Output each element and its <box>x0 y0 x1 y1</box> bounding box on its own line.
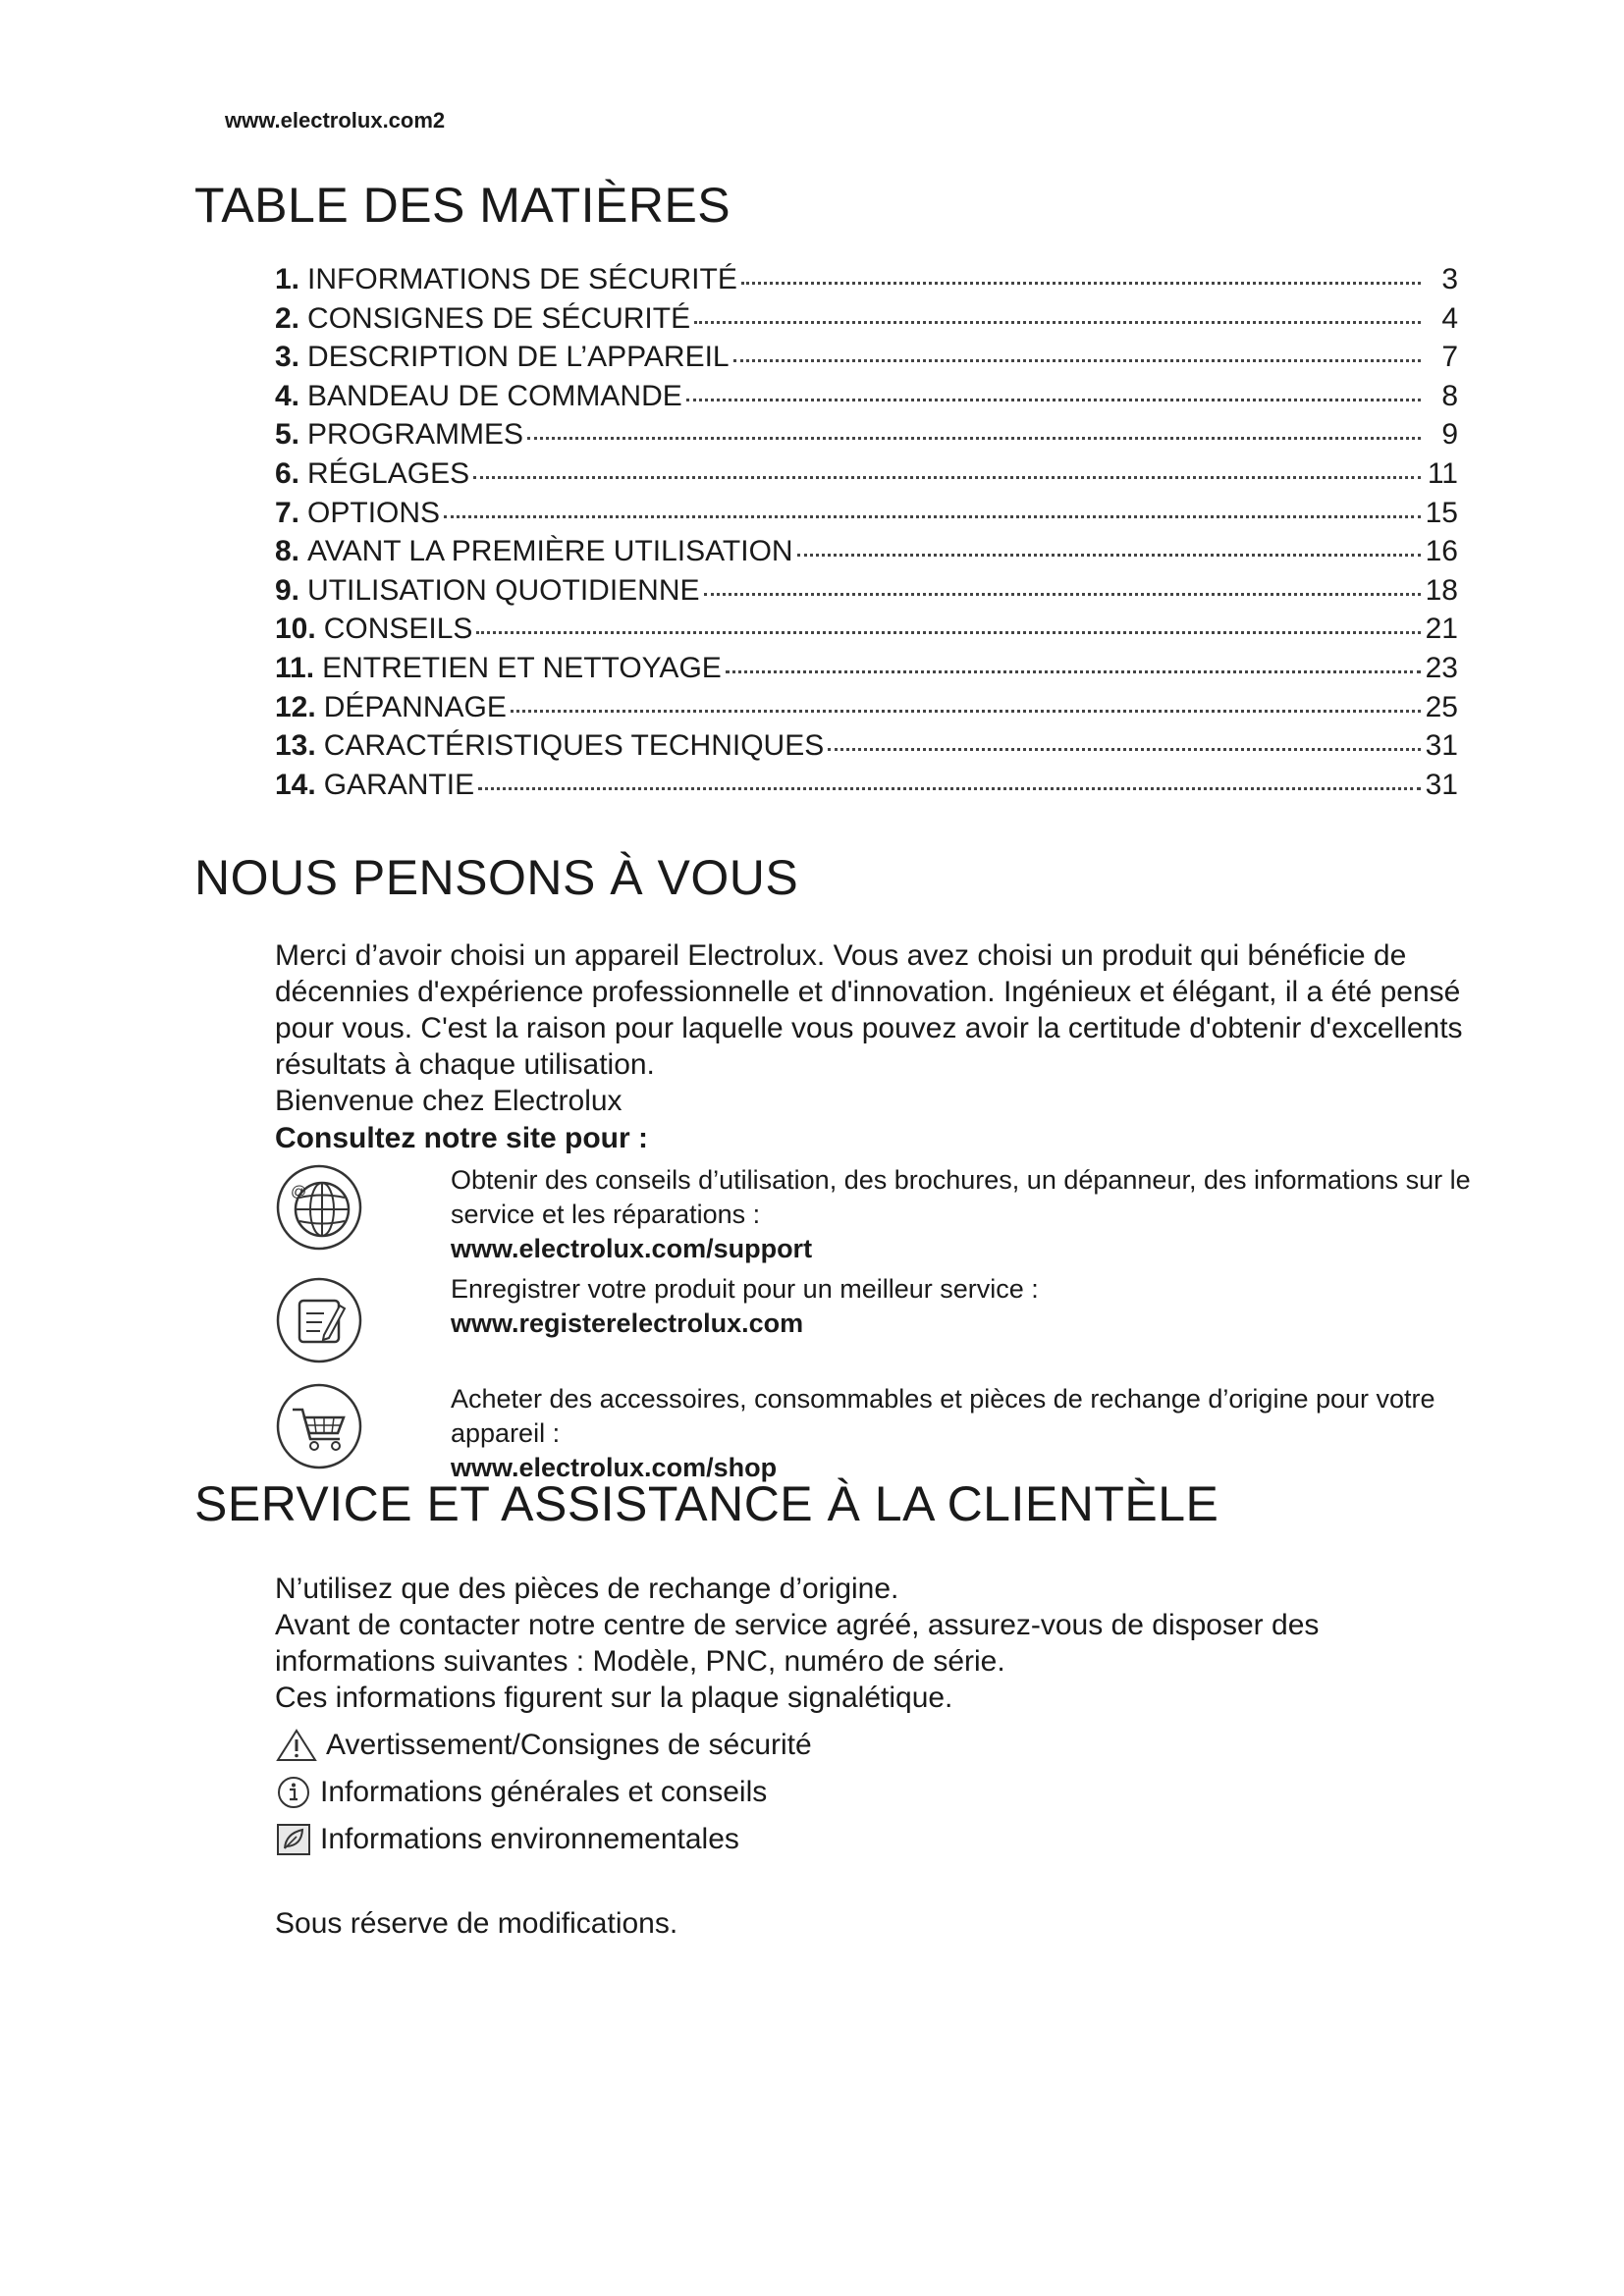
toc-leader-dots <box>704 593 1421 596</box>
toc-entry-label: BANDEAU DE COMMANDE <box>307 379 682 412</box>
resource-register-text: Enregistrer votre produit pour un meilleur service : <box>451 1274 1039 1304</box>
legend-warning <box>275 1726 812 1765</box>
toc-entry-page: 16 <box>1425 535 1458 568</box>
cart-icon <box>275 1382 363 1470</box>
toc-entry-label: UTILISATION QUOTIDIENNE <box>307 573 700 607</box>
toc-entry[interactable] <box>275 532 1458 571</box>
toc-leader-dots <box>797 554 1421 557</box>
toc-leader-dots <box>476 631 1421 634</box>
toc-entry-page: 11 <box>1427 456 1458 490</box>
toc-entry-page: 4 <box>1441 301 1458 335</box>
toc-leader-dots <box>733 359 1421 362</box>
toc-leader-dots <box>686 399 1421 401</box>
toc-entry-page: 31 <box>1425 729 1458 763</box>
toc-entry-number: 3. <box>275 341 300 374</box>
resource-support <box>275 1163 1473 1271</box>
toc-entry-number: 4. <box>275 379 300 412</box>
toc-entry[interactable] <box>275 415 1458 454</box>
toc-entry-page: 3 <box>1441 263 1458 295</box>
toc-entry[interactable] <box>275 726 1458 766</box>
toc-entry-number: 8. <box>275 535 300 568</box>
support-link[interactable]: www.electrolux.com/support <box>451 1234 813 1263</box>
toc-entry[interactable] <box>275 299 1458 339</box>
toc-entry-label: CONSIGNES DE SÉCURITÉ <box>307 301 691 335</box>
toc-entry[interactable] <box>275 571 1458 611</box>
intro-paragraph: Merci d’avoir choisi un appareil Electrolux. Vous avez choisi un produit qui bénéficie de décennies d'expérience professionnelle et d'innovation. Ingénieux et élégant, il a été pensé pour vous. C'est la raison pour laquelle vous pouvez avoir la certitude d'obtenir d'excellents résultats à chaque utilisation. <box>275 939 1463 1081</box>
toc-entry-page: 31 <box>1425 768 1458 801</box>
toc-entry-label: AVANT LA PREMIÈRE UTILISATION <box>307 535 793 568</box>
toc-entry[interactable] <box>275 377 1458 416</box>
toc-entry[interactable] <box>275 338 1458 377</box>
toc-leader-dots <box>473 476 1421 479</box>
legend-info <box>275 1773 767 1812</box>
toc-entry-label: CARACTÉRISTIQUES TECHNIQUES <box>323 729 825 763</box>
shop-link[interactable]: www.electrolux.com/shop <box>451 1453 778 1482</box>
toc-entry[interactable] <box>275 649 1458 688</box>
register-link[interactable]: www.registerelectrolux.com <box>451 1308 804 1338</box>
legend-environment <box>275 1820 739 1859</box>
toc-entry[interactable] <box>275 454 1458 494</box>
welcome-line: Bienvenue chez Electrolux <box>275 1085 623 1117</box>
toc-title: TABLE DES MATIÈRES <box>194 178 731 233</box>
consult-heading: Consultez notre site pour : <box>275 1122 649 1154</box>
toc-entry-page: 25 <box>1425 690 1458 723</box>
toc-entry[interactable] <box>275 766 1458 805</box>
toc-leader-dots <box>527 437 1421 440</box>
toc-leader-dots <box>444 515 1421 518</box>
toc-leader-dots <box>726 670 1421 673</box>
globe-icon <box>275 1163 363 1252</box>
resource-support-text: Obtenir des conseils d’utilisation, des brochures, un dépanneur, des informations sur le service et les réparations : <box>451 1165 1471 1229</box>
toc-entry-number: 12. <box>275 690 316 723</box>
toc-entry-number: 7. <box>275 496 300 529</box>
toc-entry-number: 11. <box>275 651 315 684</box>
toc-entry-label: ENTRETIEN ET NETTOYAGE <box>322 651 722 684</box>
toc-entry-number: 6. <box>275 456 300 490</box>
toc-entry[interactable] <box>275 260 1458 299</box>
toc-entry-label: INFORMATIONS DE SÉCURITÉ <box>307 263 737 295</box>
legend-info-label: Informations générales et conseils <box>320 1776 768 1808</box>
toc-entry-number: 13. <box>275 729 316 763</box>
legend-environment-label: Informations environnementales <box>320 1823 739 1855</box>
register-icon <box>275 1276 363 1364</box>
toc-entry-label: PROGRAMMES <box>307 418 524 452</box>
toc-entry-number: 1. <box>275 263 300 295</box>
toc-entry-page: 18 <box>1425 573 1458 607</box>
resource-shop-text: Acheter des accessoires, consommables et pièces de rechange d’origine pour votre appareil : <box>451 1384 1435 1448</box>
toc-leader-dots <box>741 282 1421 285</box>
toc-entry[interactable] <box>275 494 1458 533</box>
toc-entry-page: 7 <box>1441 341 1458 374</box>
toc-leader-dots <box>694 321 1421 324</box>
info-icon <box>275 1775 312 1810</box>
toc-entry-number: 9. <box>275 573 300 607</box>
toc-entry-page: 21 <box>1425 613 1458 646</box>
toc-entry-label: OPTIONS <box>307 496 441 529</box>
toc-entry-page: 9 <box>1441 418 1458 452</box>
warning-icon <box>275 1728 318 1763</box>
toc-entry-number: 5. <box>275 418 300 452</box>
footnote: Sous réserve de modifications. <box>275 1907 678 1940</box>
toc-entry-number: 10. <box>275 613 316 646</box>
toc-entry-page: 23 <box>1425 651 1458 684</box>
service-line-2: Avant de contacter notre centre de service agréé, assurez-vous de disposer des informations suivantes : Modèle, PNC, numéro de série. <box>275 1609 1320 1678</box>
toc-entry-number: 2. <box>275 301 300 335</box>
toc-entry-number: 14. <box>275 768 316 801</box>
header-url[interactable]: www.electrolux.com2 <box>225 108 446 133</box>
toc-entry-page: 15 <box>1425 496 1458 529</box>
service-title: SERVICE ET ASSISTANCE À LA CLIENTÈLE <box>194 1476 1219 1531</box>
toc-entry-label: CONSEILS <box>323 613 473 646</box>
service-text <box>275 1571 1473 1716</box>
toc-entry-page: 8 <box>1441 379 1458 412</box>
toc-leader-dots <box>478 787 1421 790</box>
service-line-1: N’utilisez que des pièces de rechange d’origine. <box>275 1573 899 1605</box>
legend-warning-label: Avertissement/Consignes de sécurité <box>326 1729 812 1761</box>
toc-entry-label: DESCRIPTION DE L’APPAREIL <box>307 341 730 374</box>
resource-shop <box>275 1382 1473 1490</box>
toc-entry-label: RÉGLAGES <box>307 456 470 490</box>
service-line-3: Ces informations figurent sur la plaque signalétique. <box>275 1682 953 1714</box>
svg-text:@: @ <box>291 1184 307 1201</box>
toc-entry-label: DÉPANNAGE <box>323 690 507 723</box>
resource-register <box>275 1276 1473 1384</box>
toc-leader-dots <box>511 710 1421 713</box>
toc-leader-dots <box>828 748 1421 751</box>
toc-entry[interactable] <box>275 610 1458 649</box>
table-of-contents <box>275 260 1458 804</box>
environment-icon <box>275 1822 312 1857</box>
thinking-title: NOUS PENSONS À VOUS <box>194 850 799 905</box>
toc-entry[interactable] <box>275 688 1458 727</box>
toc-entry-label: GARANTIE <box>323 768 475 801</box>
